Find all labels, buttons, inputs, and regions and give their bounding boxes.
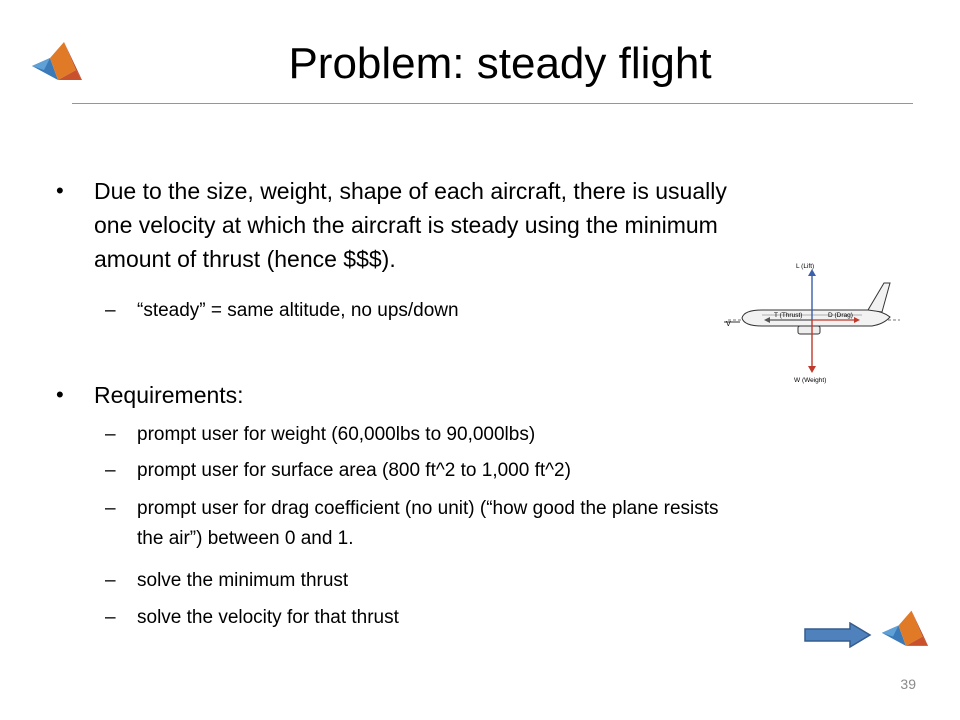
dash-icon: – bbox=[105, 424, 116, 445]
bullet-line: amount of thrust (hence $$$). bbox=[94, 246, 396, 272]
dash-icon: – bbox=[105, 300, 116, 321]
sub-bullet-text: prompt user for weight (60,000lbs to 90,000lbs) bbox=[137, 424, 536, 445]
dash-icon: – bbox=[105, 460, 116, 481]
sub-bullet-text: solve the minimum thrust bbox=[137, 570, 349, 591]
sub-bullet-text: “steady” = same altitude, no ups/down bbox=[137, 300, 459, 321]
dash-icon: – bbox=[105, 498, 116, 519]
bullet-item bbox=[56, 174, 727, 276]
sub-bullet-text: prompt user for drag coefficient (no unit) (“how good the plane resists bbox=[137, 498, 719, 519]
weight-arrowhead-icon bbox=[808, 366, 816, 373]
bullet-dot-icon: • bbox=[56, 178, 64, 203]
page-number: 39 bbox=[900, 676, 916, 692]
dash-icon: – bbox=[105, 570, 116, 591]
bullet-item bbox=[56, 378, 244, 412]
sub-bullet-item bbox=[105, 296, 459, 326]
bullet-line: one velocity at which the aircraft is steady using the minimum bbox=[94, 212, 718, 238]
bullet-line: Due to the size, weight, shape of each aircraft, there is usually bbox=[94, 178, 727, 204]
right-arrow-icon[interactable] bbox=[804, 622, 872, 648]
sub-bullet-item bbox=[105, 566, 349, 596]
title-divider bbox=[72, 103, 913, 104]
dash-icon: – bbox=[105, 607, 116, 628]
lift-arrowhead-icon bbox=[808, 269, 816, 276]
bullet-dot-icon: • bbox=[56, 382, 64, 407]
sub-bullet-item bbox=[105, 420, 536, 450]
sub-bullet-item bbox=[105, 494, 719, 554]
page-title: Problem: steady flight bbox=[288, 39, 712, 88]
thrust-label: T (Thrust) bbox=[774, 312, 803, 319]
lift-label: L (Lift) bbox=[796, 263, 815, 270]
sub-bullet-text: prompt user for surface area (800 ft^2 to 1,000 ft^2) bbox=[137, 460, 571, 481]
matlab-logo-icon[interactable] bbox=[880, 608, 930, 654]
fuselage bbox=[742, 310, 890, 326]
engine bbox=[798, 326, 820, 334]
bullet-line: Requirements: bbox=[94, 382, 244, 408]
velocity-label: V bbox=[726, 321, 731, 328]
sub-bullet-text: the air”) between 0 and 1. bbox=[137, 528, 354, 549]
tail-fin bbox=[868, 283, 890, 312]
drag-label: D (Drag) bbox=[828, 312, 853, 319]
sub-bullet-text: solve the velocity for that thrust bbox=[137, 607, 399, 628]
sub-bullet-item bbox=[105, 603, 399, 633]
sub-bullet-item bbox=[105, 456, 571, 486]
aircraft-forces-diagram bbox=[722, 260, 902, 385]
matlab-logo-icon bbox=[30, 40, 84, 88]
weight-label: W (Weight) bbox=[794, 377, 827, 384]
